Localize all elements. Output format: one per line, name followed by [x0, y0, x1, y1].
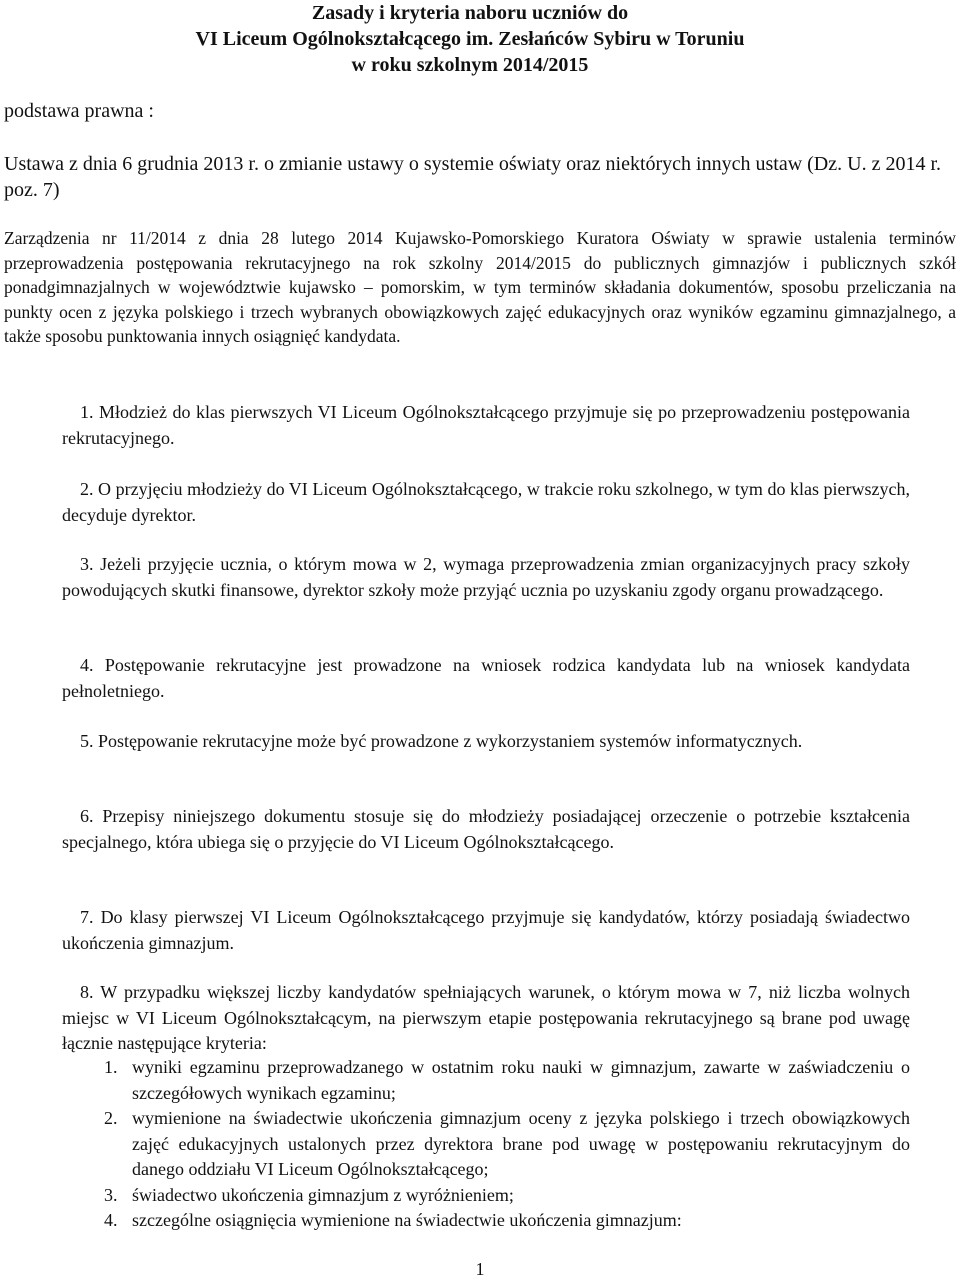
page-number: 1 — [475, 1259, 485, 1279]
rule-number: 1. — [80, 402, 94, 422]
rule-number: 4. — [80, 655, 94, 675]
rule-item — [62, 552, 910, 603]
rule-number: 8. — [80, 982, 94, 1002]
rule-text: Do klasy pierwszej VI Liceum Ogólnokształcącego przyjmuje się kandydatów, którzy posiadają świadectwo ukończenia gimnazjum. — [62, 907, 910, 953]
criteria-number: 4. — [104, 1210, 118, 1230]
rule-text: Młodzież do klas pierwszych VI Liceum Ogólnokształcącego przyjmuje się po przeprowadzeniu postępowania rekrutacyjnego. — [62, 402, 911, 448]
criteria-item — [104, 1183, 910, 1209]
rule-number: 7. — [80, 907, 94, 927]
criteria-text: świadectwo ukończenia gimnazjum z wyróżnieniem; — [132, 1184, 514, 1205]
rule-text: Przepisy niniejszego dokumentu stosuje się do młodzieży posiadającej orzeczenie o potrzebie kształcenia specjalnego, która ubiega się o przyjęcie do VI Liceum Ogólnokształcącego. — [62, 806, 911, 852]
legal-basis-label: podstawa prawna : — [4, 100, 154, 122]
act-reference: Ustawa z dnia 6 grudnia 2013 r. o zmianie ustawy o systemie oświaty oraz niektórych innych ustaw (Dz. U. z 2014 r. poz. 7) — [4, 153, 942, 201]
criteria-item — [104, 1208, 910, 1234]
rule-item — [62, 653, 910, 704]
criteria-number: 3. — [104, 1184, 118, 1205]
rule-number: 5. — [80, 731, 94, 751]
title-line-1: Zasady i kryteria naboru uczniów do — [311, 2, 629, 24]
rule-text: Postępowanie rekrutacyjne jest prowadzone na wniosek rodzica kandydata lub na wniosek kandydata pełnoletniego. — [62, 655, 910, 701]
rule-text: W przypadku większej liczby kandydatów spełniających warunek, o którym mowa w 7, niż liczba wolnych miejsc w VI Liceum Ogólnokształcącym, na pierwszym etapie postępowania rekrutacyjnego są brane pod uwagę łącznie następujące kryteria: — [62, 982, 910, 1053]
document-title — [160, 0, 780, 78]
rule-number: 3. — [80, 554, 94, 574]
title-line-3: w roku szkolnym 2014/2015 — [351, 54, 589, 76]
rule-number: 2. — [80, 479, 94, 499]
rule-number: 6. — [80, 806, 94, 826]
rule-item — [62, 477, 910, 528]
rule-item — [62, 905, 910, 956]
rule-item — [62, 980, 910, 1057]
title-line-2: VI Liceum Ogólnokształcącego im. Zesłańców Sybiru w Toruniu — [195, 28, 745, 50]
criteria-item — [104, 1055, 910, 1106]
criteria-text: wymienione na świadectwie ukończenia gimnazjum oceny z języka polskiego i trzech obowiązkowych zajęć edukacyjnych ustalonych przez dyrektora brane pod uwagę w postępowaniu rekrutacyjnym do danego oddziału VI Liceum Ogólnokształcącego; — [132, 1108, 910, 1179]
rule-item — [62, 804, 910, 855]
rule-item — [62, 729, 910, 755]
rule-text: Jeżeli przyjęcie ucznia, o którym mowa w 2, wymaga przeprowadzenia zmian organizacyjnych pracy szkoły powodujących skutki finansowe, dyrektor szkoły może przyjąć ucznia po uzyskaniu zgody organu prowadzącego. — [62, 554, 910, 600]
criteria-item — [104, 1106, 910, 1183]
criteria-number: 2. — [104, 1108, 118, 1128]
ordinance-reference: Zarządzenia nr 11/2014 z dnia 28 lutego 2014 Kujawsko-Pomorskiego Kuratora Oświaty w sprawie ustalenia terminów przeprowadzenia postępowania rekrutacyjnego na rok szkolny 2014/2015 do publicznych gimnazjów i publicznych szkół ponadgimnazjalnych w województwie kujawsko – pomorskim, w tym terminów składania dokumentów, sposobu przeliczania na punkty ocen z języka polskiego i trzech wybranych obowiązkowych zajęć edukacyjnych oraz wyników egzaminu gimnazjalnego, a także sposobu punktowania innych osiągnięć kandydata. — [4, 228, 956, 347]
criteria-number: 1. — [104, 1057, 118, 1077]
criteria-text: szczególne osiągnięcia wymienione na świadectwie ukończenia gimnazjum: — [132, 1210, 682, 1230]
criteria-list — [104, 1055, 910, 1234]
rule-text: O przyjęciu młodzieży do VI Liceum Ogólnokształcącego, w trakcie roku szkolnego, w tym do klas pierwszych, decyduje dyrektor. — [62, 479, 910, 525]
rule-text: Postępowanie rekrutacyjne może być prowadzone z wykorzystaniem systemów informatycznych. — [98, 731, 803, 751]
criteria-text: wyniki egzaminu przeprowadzanego w ostatnim roku nauki w gimnazjum, zawarte w zaświadczeniu o szczegółowych wynikach egzaminu; — [132, 1057, 910, 1103]
rule-item — [62, 400, 910, 451]
